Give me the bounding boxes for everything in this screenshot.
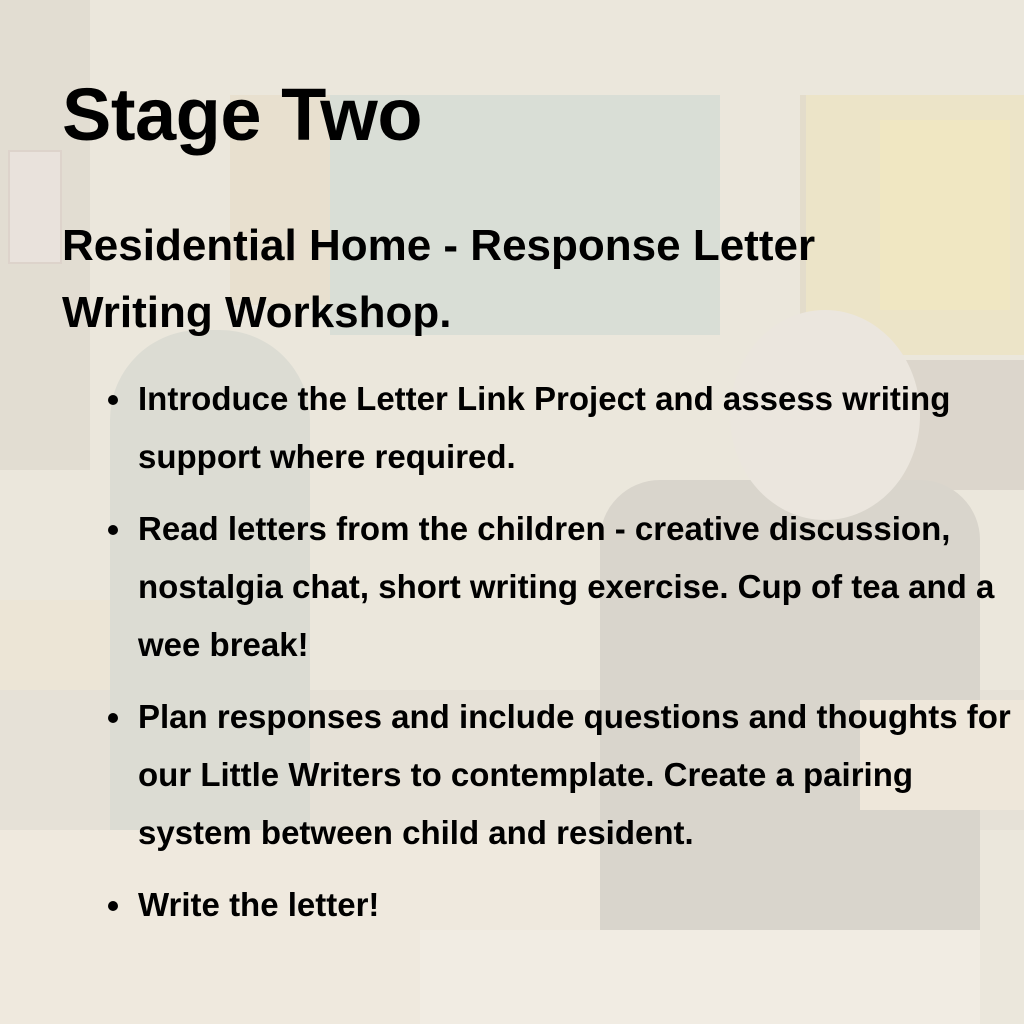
bullet-icon	[108, 525, 118, 535]
list-item-text: Introduce the Letter Link Project and assess writing support where required.	[138, 380, 951, 475]
slide-title: Stage Two	[62, 73, 423, 156]
list-item-text: Write the letter!	[138, 886, 380, 923]
bullet-icon	[108, 395, 118, 405]
list-item	[138, 500, 1018, 674]
list-item-text: Read letters from the children - creative discussion, nostalgia chat, short writing exercise. Cup of tea and a wee break!	[138, 510, 995, 663]
list-item	[138, 876, 1018, 934]
bullet-icon	[108, 901, 118, 911]
bullet-icon	[108, 713, 118, 723]
list-item-text: Plan responses and include questions and thoughts for our Little Writers to contemplate. Create a pairing system between child and resident.	[138, 698, 1011, 851]
bullet-list	[106, 370, 1018, 948]
list-item	[138, 370, 1018, 486]
slide-subtitle: Residential Home - Response Letter Writing Workshop.	[62, 221, 816, 337]
list-item	[138, 688, 1018, 862]
